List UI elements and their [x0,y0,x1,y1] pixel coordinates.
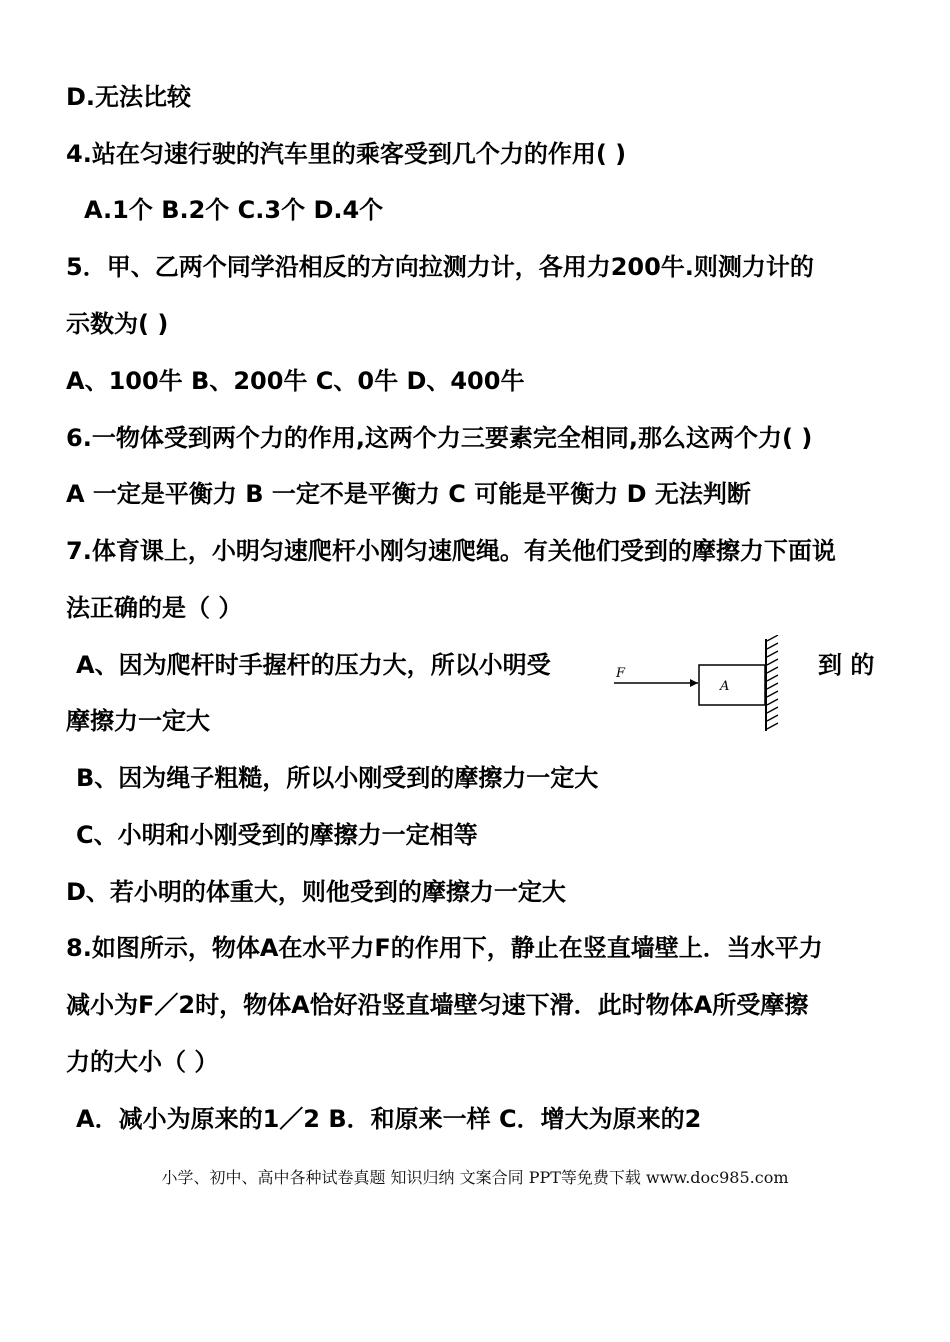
q5-stem-line1: 5．甲、乙两个同学沿相反的方向拉测力计，各用力200牛.则测力计的 [66,253,814,281]
q7-option-b: B、因为绳子粗糙，所以小刚受到的摩擦力一定大 [76,764,599,792]
q4-stem: 4.站在匀速行驶的汽车里的乘客受到几个力的作用( ) [66,140,627,168]
block-a [699,665,765,705]
q7-option-d: D、若小明的体重大，则他受到的摩擦力一定大 [66,878,566,906]
force-arrow-head [690,679,698,687]
q7-option-a-line1: A、因为爬杆时手握杆的压力大，所以小明受 [76,651,551,679]
q7-option-a-line2: 摩擦力一定大 [66,707,210,735]
q6-stem: 6.一物体受到两个力的作用,这两个力三要素完全相同,那么这两个力( ) [66,424,813,452]
q7-stem-line1: 7.体育课上，小明匀速爬杆小刚匀速爬绳。有关他们受到的摩擦力下面说 [66,537,836,565]
wall-hatching [767,635,778,729]
q5-options: A、100牛 B、200牛 C、0牛 D、400牛 [66,367,525,395]
q8-stem-line1: 8.如图所示，物体A在水平力F的作用下，静止在竖直墙壁上．当水平力 [66,934,823,962]
q4-options: A.1个 B.2个 C.3个 D.4个 [84,196,384,224]
force-label: F [616,666,626,681]
force-wall-figure [612,635,792,735]
q7-option-a-tail: 到 的 [818,651,875,679]
q8-options: A．减小为原来的1／2 B．和原来一样 C．增大为原来的2 [76,1105,702,1133]
page-footer: 小学、初中、高中各种试卷真题 知识归纳 文案合同 PPT等免费下载 www.doc985.com [161,1168,789,1187]
q7-option-c: C、小明和小刚受到的摩擦力一定相等 [76,821,478,849]
q8-stem-line3: 力的大小（ ） [66,1048,219,1076]
block-label: A [720,679,730,694]
q8-stem-line2: 减小为F／2时，物体A恰好沿竖直墙壁匀速下滑．此时物体A所受摩擦 [66,991,809,1019]
q7-stem-line2: 法正确的是（ ） [66,594,243,622]
q6-options: A 一定是平衡力 B 一定不是平衡力 C 可能是平衡力 D 无法判断 [66,480,751,508]
q3-option-d: D.无法比较 [66,83,192,111]
q5-stem-line2: 示数为( ) [66,310,169,338]
